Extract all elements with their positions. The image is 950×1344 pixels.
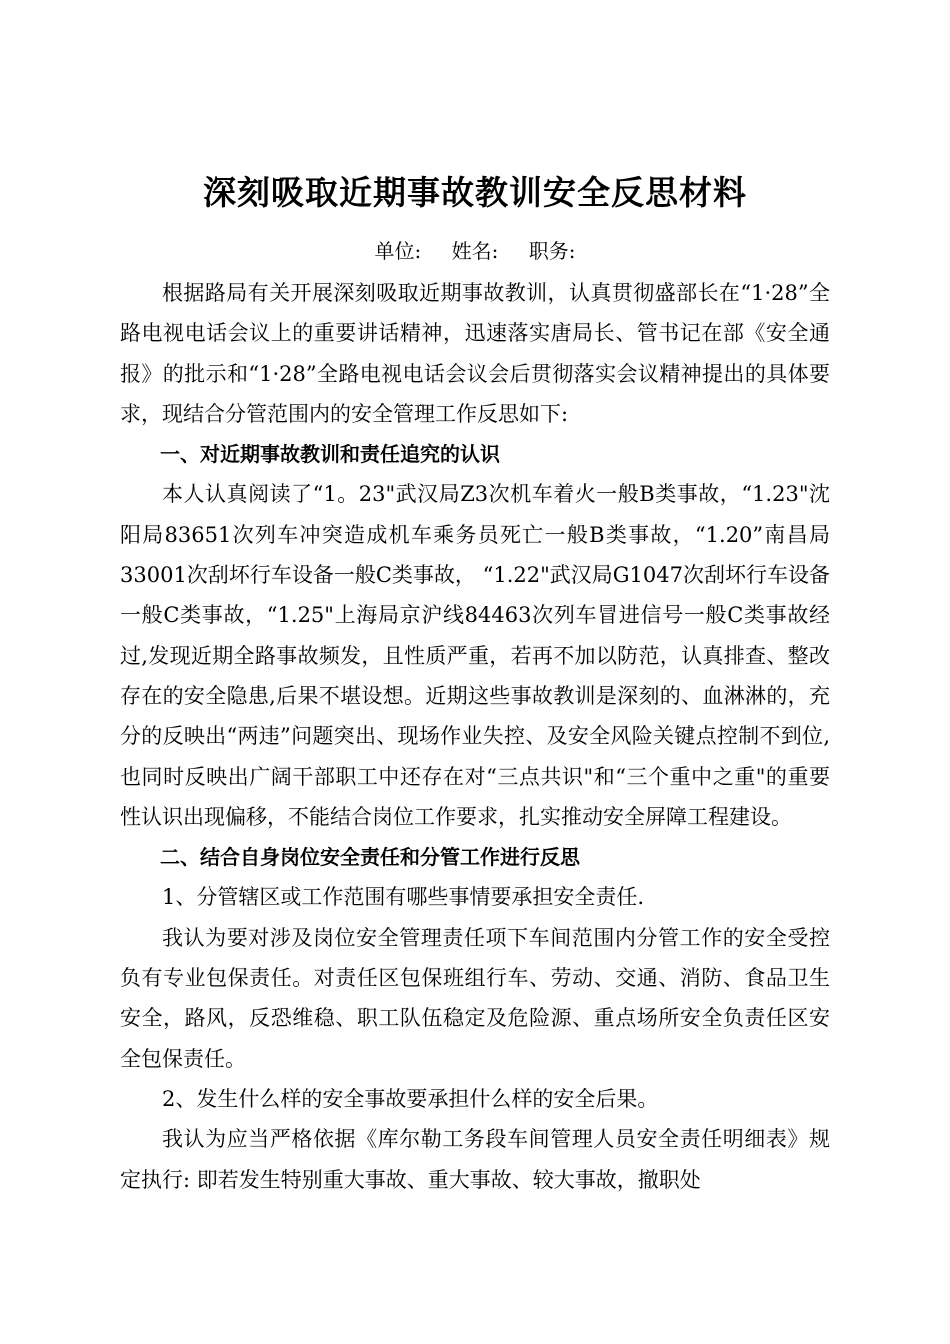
intro-paragraph: 根据路局有关开展深刻吸取近期事故教训，认真贯彻盛部长在“1·28”全路电视电话会议上的重要讲话精神，迅速落实唐局长、管书记在部《安全通报》的批示和“1·28”全路电视电话会议会后贯彻落实会议精神提出的具体要求，现结合分管范围内的安全管理工作反思如下: <box>120 281 830 426</box>
subsection-2-paragraph: 我认为应当严格依据《库尔勒工务段车间管理人员安全责任明细表》规定执行: 即若发生特别重大事故、重大事故、较大事故，撤职处 <box>120 1127 830 1192</box>
byline-unit: 单位: <box>374 239 422 263</box>
subsection-2-title: 2、发生什么样的安全事故要承担什么样的安全后果。 <box>162 1086 659 1111</box>
subsection-1-paragraph: 我认为要对涉及岗位安全管理责任项下车间范围内分管工作的安全受控负有专业包保责任。对责任区包保班组行车、劳动、交通、消防、食品卫生安全，路风，反恐维稳、职工队伍稳定及危险源、重点场所安全负责任区安全包保责任。 <box>120 925 830 1071</box>
section-heading-2: 二、结合自身岗位安全责任和分管工作进行反思 <box>160 845 580 870</box>
section-1-paragraph: 本人认真阅读了“1。23"武汉局Z3次机车着火一般B类事故，“1.23"沈阳局83651次列车冲突造成机车乘务员死亡一般B类事故，“1.20”南昌局33001次刮坏行车设备一般C类事故， “1.22"武汉局G1047次刮坏行车设备一般C类事故，“1.25"上海局京沪线84463次列车冒进信号一般C类事故经过,发现近期全路事故频发，且性质严重，若再不加以防范，认真排查、整改存在的安全隐患,后果不堪设想。近期这些事故教训是深刻的、血淋淋的，充分的反映出“两违”问题突出、现场作业失控、及安全风险关键点控制不到位,也同时反映出广阔干部职工中还存在对“三点共识"和“三个重中之重"的重要性认识出现偏移，不能结合岗位工作要求，扎实推动安全屏障工程建设。 <box>120 482 830 829</box>
document-body <box>120 273 830 1200</box>
section-heading-1: 一、对近期事故教训和责任追究的认识 <box>160 442 500 467</box>
byline-position: 职务: <box>528 239 576 263</box>
byline-name: 姓名: <box>451 239 499 263</box>
byline <box>0 234 950 268</box>
subsection-1-title: 1、分管辖区或工作范围有哪些事情要承担安全责任. <box>162 885 645 910</box>
document-title: 深刻吸取近期事故教训安全反思材料 <box>203 173 747 212</box>
